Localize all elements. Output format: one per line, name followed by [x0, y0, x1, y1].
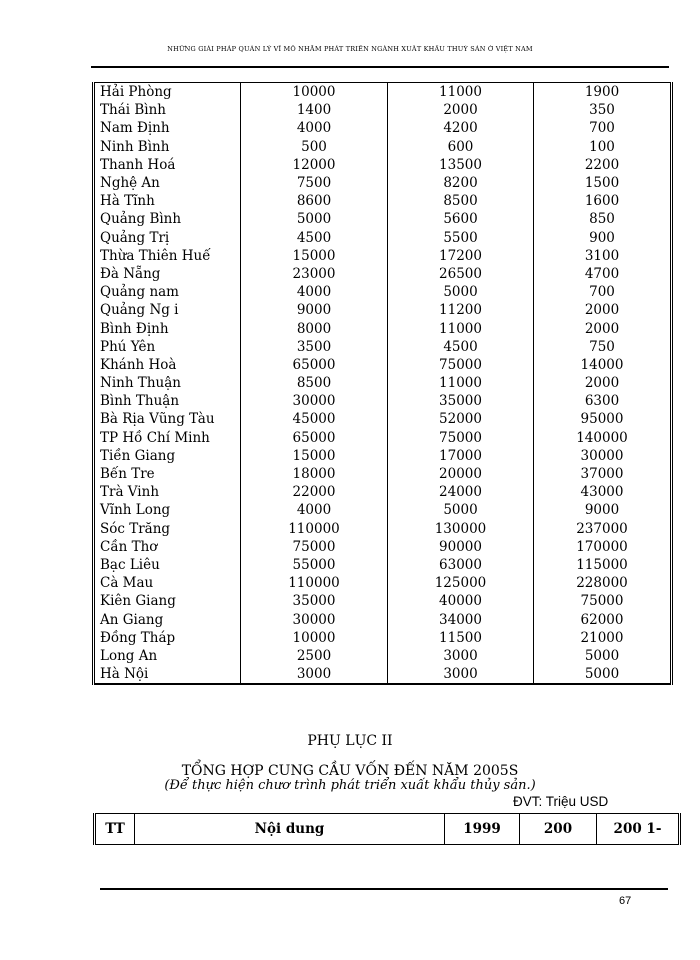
- table-row: [94, 83, 672, 102]
- value-3: 37000: [534, 465, 672, 483]
- province-name: Vĩnh Long: [94, 501, 241, 519]
- table-row: [94, 210, 672, 228]
- value-1: 12000: [241, 156, 388, 174]
- province-name: Ninh Thuận: [94, 374, 241, 392]
- value-2: 35000: [388, 392, 534, 410]
- province-name: Đà Nẵng: [94, 265, 241, 283]
- table-row: [94, 665, 672, 684]
- summary-subtitle: (Để thực hiện chươ trình phát triển xuất khẩu thủy sản.): [164, 778, 536, 793]
- value-1: 65000: [241, 429, 388, 447]
- province-name: Hà Tĩnh: [94, 192, 241, 210]
- value-1: 22000: [241, 483, 388, 501]
- province-name: Bình Định: [94, 319, 241, 337]
- value-1: 1400: [241, 101, 388, 119]
- province-name: Tiền Giang: [94, 447, 241, 465]
- table-row: [94, 338, 672, 356]
- value-2: 24000: [388, 483, 534, 501]
- value-3: 350: [534, 101, 672, 119]
- value-3: 237000: [534, 520, 672, 538]
- summary-title: TỔNG HỢP CUNG CẦU VỐN ĐẾN NĂM 2005S: [181, 763, 519, 779]
- value-3: 170000: [534, 538, 672, 556]
- province-name: An Giang: [94, 610, 241, 628]
- summary-header-row: [95, 814, 680, 845]
- value-3: 62000: [534, 610, 672, 628]
- value-1: 8600: [241, 192, 388, 210]
- value-1: 110000: [241, 520, 388, 538]
- table-row: [94, 556, 672, 574]
- value-2: 5000: [388, 283, 534, 301]
- value-2: 11200: [388, 301, 534, 319]
- table-row: [94, 101, 672, 119]
- value-3: 30000: [534, 447, 672, 465]
- value-3: 228000: [534, 574, 672, 592]
- table-row: [94, 247, 672, 265]
- value-1: 65000: [241, 356, 388, 374]
- value-3: 700: [534, 119, 672, 137]
- table-row: [94, 174, 672, 192]
- province-name: Hà Nội: [94, 665, 241, 684]
- value-1: 3500: [241, 338, 388, 356]
- header-tt: TT: [95, 814, 135, 845]
- header-rule: [91, 66, 669, 68]
- value-2: 8500: [388, 192, 534, 210]
- value-1: 35000: [241, 592, 388, 610]
- province-name: Bình Thuận: [94, 392, 241, 410]
- province-table: [92, 82, 673, 685]
- value-2: 20000: [388, 465, 534, 483]
- table-row: [94, 483, 672, 501]
- value-3: 2200: [534, 156, 672, 174]
- value-2: 40000: [388, 592, 534, 610]
- table-row: [94, 592, 672, 610]
- province-name: Quảng Bình: [94, 210, 241, 228]
- value-2: 5500: [388, 229, 534, 247]
- footer-rule: [100, 888, 668, 890]
- value-2: 26500: [388, 265, 534, 283]
- value-3: 14000: [534, 356, 672, 374]
- value-1: 500: [241, 138, 388, 156]
- table-row: [94, 629, 672, 647]
- value-3: 1600: [534, 192, 672, 210]
- value-1: 8000: [241, 319, 388, 337]
- value-1: 18000: [241, 465, 388, 483]
- header-year-2001: 200 1-: [597, 814, 680, 845]
- value-1: 30000: [241, 392, 388, 410]
- province-name: Nghệ An: [94, 174, 241, 192]
- value-3: 75000: [534, 592, 672, 610]
- province-name: Thừa Thiên Huế: [94, 247, 241, 265]
- value-2: 17200: [388, 247, 534, 265]
- value-2: 11000: [388, 83, 534, 102]
- value-2: 5000: [388, 501, 534, 519]
- province-name: Cần Thơ: [94, 538, 241, 556]
- value-1: 23000: [241, 265, 388, 283]
- province-name: Bến Tre: [94, 465, 241, 483]
- value-1: 4500: [241, 229, 388, 247]
- province-name: Kiên Giang: [94, 592, 241, 610]
- value-1: 8500: [241, 374, 388, 392]
- appendix-title: PHỤ LỤC II: [307, 733, 393, 749]
- value-3: 2000: [534, 301, 672, 319]
- header-year-2000: 200: [520, 814, 597, 845]
- province-name: Thanh Hoá: [94, 156, 241, 174]
- table-row: [94, 574, 672, 592]
- value-3: 900: [534, 229, 672, 247]
- table-row: [94, 447, 672, 465]
- value-3: 2000: [534, 319, 672, 337]
- province-name: Quảng Ng i: [94, 301, 241, 319]
- province-name: Ninh Bình: [94, 138, 241, 156]
- value-2: 34000: [388, 610, 534, 628]
- value-1: 15000: [241, 447, 388, 465]
- province-name: Bạc Liêu: [94, 556, 241, 574]
- value-1: 9000: [241, 301, 388, 319]
- table-row: [94, 520, 672, 538]
- value-1: 10000: [241, 83, 388, 102]
- value-3: 115000: [534, 556, 672, 574]
- province-name: TP Hồ Chí Minh: [94, 429, 241, 447]
- value-2: 17000: [388, 447, 534, 465]
- value-3: 850: [534, 210, 672, 228]
- value-1: 55000: [241, 556, 388, 574]
- table-row: [94, 283, 672, 301]
- value-2: 2000: [388, 101, 534, 119]
- value-3: 3100: [534, 247, 672, 265]
- header-content: Nội dung: [135, 814, 445, 845]
- province-name: Trà Vinh: [94, 483, 241, 501]
- value-1: 7500: [241, 174, 388, 192]
- value-1: 15000: [241, 247, 388, 265]
- value-2: 52000: [388, 410, 534, 428]
- value-3: 2000: [534, 374, 672, 392]
- value-3: 43000: [534, 483, 672, 501]
- table-row: [94, 156, 672, 174]
- province-name: Nam Định: [94, 119, 241, 137]
- table-row: [94, 192, 672, 210]
- table-row: [94, 356, 672, 374]
- table-row: [94, 119, 672, 137]
- value-1: 2500: [241, 647, 388, 665]
- value-2: 125000: [388, 574, 534, 592]
- province-name: Bà Rịa Vũng Tàu: [94, 410, 241, 428]
- value-2: 130000: [388, 520, 534, 538]
- province-name: Long An: [94, 647, 241, 665]
- value-2: 11000: [388, 374, 534, 392]
- value-1: 4000: [241, 119, 388, 137]
- value-2: 8200: [388, 174, 534, 192]
- table-row: [94, 301, 672, 319]
- value-2: 3000: [388, 647, 534, 665]
- value-1: 3000: [241, 665, 388, 684]
- value-2: 75000: [388, 356, 534, 374]
- table-row: [94, 229, 672, 247]
- table-row: [94, 465, 672, 483]
- table-row: [94, 538, 672, 556]
- province-name: Khánh Hoà: [94, 356, 241, 374]
- value-3: 100: [534, 138, 672, 156]
- value-3: 700: [534, 283, 672, 301]
- value-2: 11000: [388, 319, 534, 337]
- value-2: 4200: [388, 119, 534, 137]
- value-2: 600: [388, 138, 534, 156]
- value-3: 4700: [534, 265, 672, 283]
- value-1: 75000: [241, 538, 388, 556]
- value-1: 110000: [241, 574, 388, 592]
- table-row: [94, 429, 672, 447]
- value-2: 63000: [388, 556, 534, 574]
- province-name: Sóc Trăng: [94, 520, 241, 538]
- value-1: 5000: [241, 210, 388, 228]
- province-name: Cà Mau: [94, 574, 241, 592]
- value-1: 4000: [241, 501, 388, 519]
- value-2: 90000: [388, 538, 534, 556]
- table-row: [94, 319, 672, 337]
- table-row: [94, 265, 672, 283]
- province-name: Quảng Trị: [94, 229, 241, 247]
- value-3: 9000: [534, 501, 672, 519]
- summary-table: [93, 813, 681, 845]
- value-1: 4000: [241, 283, 388, 301]
- value-3: 95000: [534, 410, 672, 428]
- header-year-1999: 1999: [445, 814, 520, 845]
- province-name: Hải Phòng: [94, 83, 241, 102]
- value-2: 11500: [388, 629, 534, 647]
- province-name: Quảng nam: [94, 283, 241, 301]
- table-row: [94, 392, 672, 410]
- value-1: 45000: [241, 410, 388, 428]
- value-2: 4500: [388, 338, 534, 356]
- page-number: 67: [619, 895, 632, 907]
- province-name: Phú Yên: [94, 338, 241, 356]
- value-3: 140000: [534, 429, 672, 447]
- table-row: [94, 138, 672, 156]
- table-row: [94, 647, 672, 665]
- unit-label: ĐVT: Triệu USD: [513, 794, 609, 809]
- table-row: [94, 610, 672, 628]
- value-3: 1500: [534, 174, 672, 192]
- table-row: [94, 501, 672, 519]
- value-2: 13500: [388, 156, 534, 174]
- value-3: 5000: [534, 647, 672, 665]
- value-1: 10000: [241, 629, 388, 647]
- value-3: 6300: [534, 392, 672, 410]
- table-row: [94, 410, 672, 428]
- running-header: NHỮNG GIẢI PHÁP QUẢN LÝ VĨ MÔ NHẰM PHÁT TRIỂN NGÀNH XUẤT KHẨU THUỶ SẢN Ở VIỆT NAM: [167, 45, 533, 53]
- value-3: 1900: [534, 83, 672, 102]
- value-2: 3000: [388, 665, 534, 684]
- value-3: 21000: [534, 629, 672, 647]
- province-name: Đồng Tháp: [94, 629, 241, 647]
- value-2: 5600: [388, 210, 534, 228]
- value-3: 5000: [534, 665, 672, 684]
- province-name: Thái Bình: [94, 101, 241, 119]
- table-row: [94, 374, 672, 392]
- value-3: 750: [534, 338, 672, 356]
- value-2: 75000: [388, 429, 534, 447]
- value-1: 30000: [241, 610, 388, 628]
